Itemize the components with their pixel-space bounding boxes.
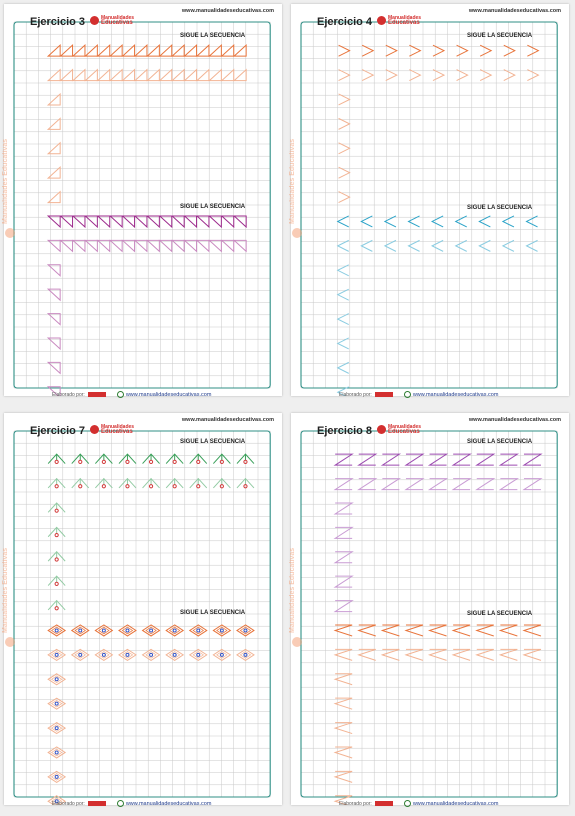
pattern-shape: [338, 338, 349, 349]
pattern-shape: [406, 649, 423, 660]
pattern-shape: [135, 70, 147, 81]
pattern-shape: [500, 649, 517, 660]
pattern-shape: [61, 240, 73, 251]
pattern-shape: [234, 240, 246, 251]
pattern-shape: [48, 118, 60, 129]
pattern-shape: [338, 265, 349, 276]
pattern-shape: [479, 240, 490, 251]
pattern-shape: [432, 240, 443, 251]
pattern-shape: [48, 192, 60, 203]
pattern-shape: [185, 216, 197, 227]
watermark-logo-icon: [292, 228, 302, 238]
globe-icon: [404, 800, 411, 807]
pattern-shape: [339, 94, 350, 105]
pattern-shape: [143, 625, 160, 636]
pattern-shape: [95, 649, 112, 660]
pattern-shape: [477, 479, 494, 490]
pattern-shape: [504, 70, 515, 81]
pattern-shape: [197, 45, 209, 56]
brand-logo: Manualidades Educativas: [90, 424, 130, 436]
pattern-shape: [500, 454, 517, 465]
pattern-shape: [504, 45, 515, 56]
pattern-shape: [480, 70, 491, 81]
globe-icon: [117, 391, 124, 398]
pattern-shape: [480, 45, 491, 56]
pattern-shape: [209, 240, 221, 251]
pattern-shape: [166, 625, 183, 636]
footer-logo-icon: [375, 392, 393, 397]
pattern-shape: [477, 649, 494, 660]
pattern-shape: [432, 216, 443, 227]
pattern-shape: [61, 70, 73, 81]
pattern-shape: [339, 143, 350, 154]
pattern-shape: [222, 216, 234, 227]
pattern-shape: [500, 479, 517, 490]
pattern-shape: [172, 240, 184, 251]
pattern-shape: [119, 649, 136, 660]
logo-icon: [90, 425, 99, 434]
instruction-bottom: SIGUE LA SECUENCIA: [467, 205, 533, 211]
instruction-top: SIGUE LA SECUENCIA: [180, 439, 246, 445]
pattern-shape: [209, 45, 221, 56]
pattern-shape: [147, 70, 159, 81]
footer-site-link[interactable]: www.manualidadeseducativas.com: [412, 391, 499, 398]
pattern-shape: [48, 70, 60, 81]
pattern-shape: [123, 216, 135, 227]
pattern-shape: [359, 625, 376, 636]
pattern-shape: [61, 216, 73, 227]
pattern-shape: [72, 649, 89, 660]
pattern-shape: [339, 70, 350, 81]
pattern-shape: [61, 45, 73, 56]
pattern-shape: [123, 45, 135, 56]
instruction-top: SIGUE LA SECUENCIA: [467, 33, 533, 39]
worksheet-grid: [4, 413, 282, 805]
site-url[interactable]: www.manualidadeseducativas.com: [181, 8, 274, 14]
footer-logo-icon: [375, 801, 393, 806]
pattern-shape: [338, 314, 349, 325]
pattern-shape: [209, 70, 221, 81]
pattern-shape: [110, 70, 122, 81]
pattern-shape: [500, 625, 517, 636]
pattern-shape: [524, 479, 541, 490]
footer: Elaborado por: www.manualidadeseducativas.com: [339, 800, 499, 807]
pattern-shape: [48, 143, 60, 154]
pattern-shape: [339, 192, 350, 203]
watermark: Manualidades Educativas: [289, 573, 307, 653]
pattern-shape: [527, 240, 538, 251]
pattern-shape: [361, 216, 372, 227]
instruction-bottom: SIGUE LA SECUENCIA: [180, 610, 246, 616]
exercise-title: Ejercicio 4: [317, 16, 373, 28]
worksheet-grid: [291, 413, 569, 805]
pattern-shape: [197, 240, 209, 251]
pattern-shape: [48, 362, 60, 373]
pattern-shape: [362, 70, 373, 81]
pattern-shape: [147, 45, 159, 56]
pattern-shape: [172, 45, 184, 56]
footer: Elaborado por: www.manualidadeseducativas.com: [339, 391, 499, 398]
pattern-shape: [338, 362, 349, 373]
brand-logo: Manualidades Educativas: [90, 15, 130, 27]
watermark: Manualidades Educativas: [2, 164, 20, 244]
pattern-shape: [48, 240, 60, 251]
pattern-shape: [457, 45, 468, 56]
pattern-shape: [110, 45, 122, 56]
pattern-shape: [359, 479, 376, 490]
site-url[interactable]: www.manualidadeseducativas.com: [468, 417, 561, 423]
pattern-shape: [430, 454, 447, 465]
pattern-shape: [185, 70, 197, 81]
pattern-shape: [237, 625, 254, 636]
pattern-shape: [48, 314, 60, 325]
pattern-shape: [338, 240, 349, 251]
pattern-shape: [453, 649, 470, 660]
pattern-shape: [433, 45, 444, 56]
pattern-shape: [172, 70, 184, 81]
footer-logo-icon: [88, 392, 106, 397]
pattern-shape: [95, 625, 112, 636]
pattern-shape: [409, 216, 420, 227]
pattern-shape: [433, 70, 444, 81]
pattern-shape: [209, 216, 221, 227]
logo-icon: [90, 16, 99, 25]
pattern-shape: [48, 167, 60, 178]
pattern-shape: [453, 625, 470, 636]
pattern-shape: [147, 240, 159, 251]
instruction-top: SIGUE LA SECUENCIA: [180, 33, 246, 39]
pattern-shape: [524, 649, 541, 660]
pattern-shape: [339, 118, 350, 129]
instruction-bottom: SIGUE LA SECUENCIA: [180, 204, 246, 210]
pattern-shape: [190, 625, 207, 636]
worksheet-grid: [291, 4, 569, 396]
pattern-shape: [453, 479, 470, 490]
pattern-shape: [213, 625, 230, 636]
logo-icon: [377, 16, 386, 25]
footer-site-link[interactable]: www.manualidadeseducativas.com: [125, 800, 212, 807]
pattern-shape: [386, 45, 397, 56]
logo-icon: [377, 425, 386, 434]
watermark: Manualidades Educativas: [2, 573, 20, 653]
pattern-shape: [527, 216, 538, 227]
pattern-shape: [382, 649, 399, 660]
pattern-shape: [48, 289, 60, 300]
globe-icon: [404, 391, 411, 398]
pattern-shape: [72, 625, 89, 636]
pattern-shape: [430, 479, 447, 490]
pattern-shape: [135, 240, 147, 251]
pattern-shape: [160, 45, 172, 56]
pattern-shape: [382, 625, 399, 636]
pattern-shape: [197, 70, 209, 81]
pattern-shape: [160, 240, 172, 251]
pattern-shape: [406, 479, 423, 490]
pattern-shape: [110, 216, 122, 227]
instruction-top: SIGUE LA SECUENCIA: [467, 439, 533, 445]
pattern-shape: [147, 216, 159, 227]
site-url[interactable]: www.manualidadeseducativas.com: [468, 8, 561, 14]
pattern-shape: [110, 240, 122, 251]
pattern-shape: [479, 216, 490, 227]
pattern-shape: [185, 45, 197, 56]
pattern-shape: [382, 454, 399, 465]
footer: Elaborado por: www.manualidadeseducativas.com: [52, 391, 212, 398]
pattern-shape: [135, 216, 147, 227]
pattern-shape: [123, 240, 135, 251]
pattern-shape: [172, 216, 184, 227]
pattern-shape: [409, 240, 420, 251]
pattern-shape: [234, 45, 246, 56]
pattern-shape: [362, 45, 373, 56]
pattern-shape: [453, 454, 470, 465]
pattern-shape: [339, 167, 350, 178]
exercise-title: Ejercicio 8: [317, 425, 373, 437]
pattern-shape: [166, 649, 183, 660]
pattern-shape: [524, 454, 541, 465]
footer-site-link[interactable]: www.manualidadeseducativas.com: [412, 800, 499, 807]
pattern-shape: [430, 649, 447, 660]
pattern-shape: [477, 454, 494, 465]
pattern-shape: [185, 240, 197, 251]
site-url[interactable]: www.manualidadeseducativas.com: [181, 417, 274, 423]
watermark: Manualidades Educativas: [289, 164, 307, 244]
pattern-shape: [234, 70, 246, 81]
pattern-shape: [119, 625, 136, 636]
footer-site-link[interactable]: www.manualidadeseducativas.com: [125, 391, 212, 398]
pattern-shape: [361, 240, 372, 251]
worksheet-page-3: [4, 413, 282, 805]
pattern-shape: [48, 265, 60, 276]
pattern-shape: [237, 649, 254, 660]
pattern-shape: [382, 479, 399, 490]
worksheet-page-2: [291, 4, 569, 396]
pattern-shape: [197, 216, 209, 227]
pattern-shape: [234, 216, 246, 227]
pattern-shape: [48, 338, 60, 349]
pattern-shape: [386, 70, 397, 81]
pattern-shape: [123, 70, 135, 81]
globe-icon: [117, 800, 124, 807]
pattern-shape: [190, 649, 207, 660]
pattern-shape: [430, 625, 447, 636]
pattern-shape: [160, 216, 172, 227]
footer: Elaborado por: www.manualidadeseducativas.com: [52, 800, 212, 807]
watermark-logo-icon: [5, 228, 15, 238]
pattern-shape: [524, 625, 541, 636]
pattern-shape: [338, 216, 349, 227]
pattern-shape: [160, 70, 172, 81]
pattern-shape: [457, 70, 468, 81]
pattern-shape: [222, 45, 234, 56]
pattern-shape: [456, 216, 467, 227]
brand-logo: Manualidades Educativas: [377, 15, 417, 27]
worksheet-grid: [4, 4, 282, 396]
pattern-shape: [48, 45, 60, 56]
watermark-logo-icon: [292, 637, 302, 647]
pattern-shape: [135, 45, 147, 56]
exercise-title: Ejercicio 3: [30, 16, 86, 28]
pattern-shape: [213, 649, 230, 660]
pattern-shape: [48, 94, 60, 105]
pattern-shape: [222, 70, 234, 81]
pattern-shape: [222, 240, 234, 251]
pattern-shape: [143, 649, 160, 660]
pattern-shape: [338, 289, 349, 300]
footer-logo-icon: [88, 801, 106, 806]
pattern-shape: [406, 625, 423, 636]
worksheet-page-4: [291, 413, 569, 805]
pattern-shape: [359, 454, 376, 465]
instruction-bottom: SIGUE LA SECUENCIA: [467, 611, 533, 617]
watermark-logo-icon: [5, 637, 15, 647]
brand-logo: Manualidades Educativas: [377, 424, 417, 436]
pattern-shape: [406, 454, 423, 465]
worksheet-page-1: [4, 4, 282, 396]
pattern-shape: [359, 649, 376, 660]
pattern-shape: [477, 625, 494, 636]
exercise-title: Ejercicio 7: [30, 425, 86, 437]
pattern-shape: [456, 240, 467, 251]
pattern-shape: [339, 45, 350, 56]
pattern-shape: [48, 216, 60, 227]
